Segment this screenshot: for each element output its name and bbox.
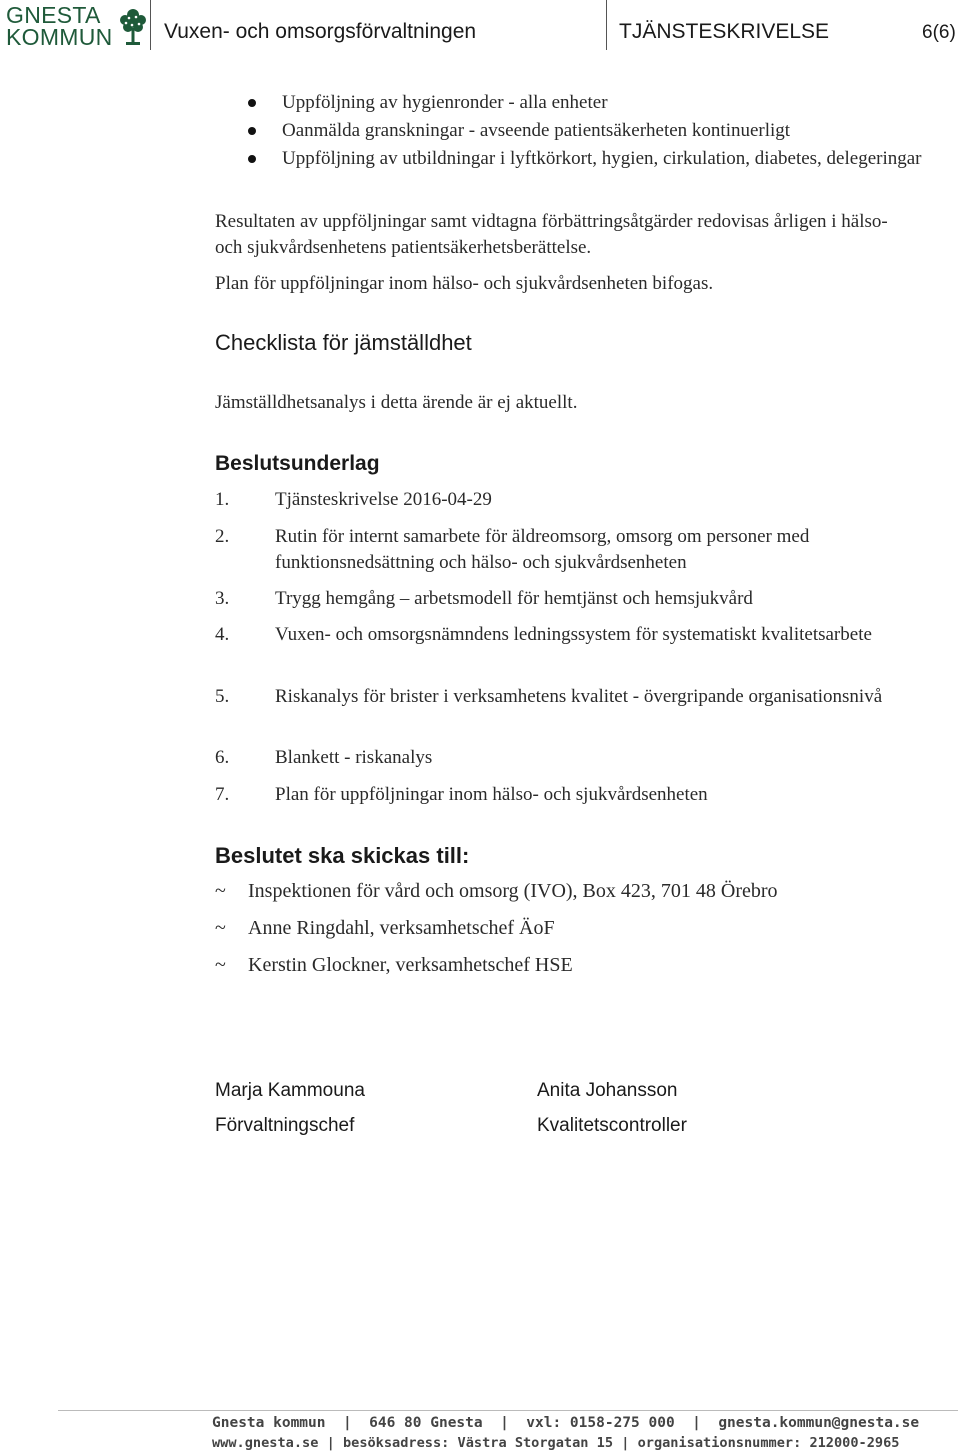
tree-logo-icon	[118, 6, 148, 50]
bullet-icon	[248, 127, 256, 135]
logo-wordmark: GNESTA KOMMUN	[6, 2, 113, 50]
list-item: Oanmälda granskningar - avseende patientsäkerheten kontinuerligt	[248, 118, 928, 144]
signatory-name: Marja Kammouna	[215, 1080, 365, 1101]
plan-paragraph: Plan för uppföljningar inom hälso- och sjukvårdsenheten bifogas.	[215, 273, 714, 294]
page-number: 6(6)	[922, 22, 956, 43]
footer-divider	[58, 1410, 958, 1411]
basis-heading: Beslutsunderlag	[215, 452, 380, 475]
list-item: 2. Rutin för internt samarbete för äldreomsorg, omsorg om personer med funktionsnedsättning och hälso- och sjukvårdsenheten	[215, 526, 810, 573]
list-item: 1. Tjänsteskrivelse 2016-04-29	[215, 489, 492, 510]
list-item: Uppföljning av hygienronder - alla enheter	[248, 90, 928, 116]
results-paragraph: Resultaten av uppföljningar samt vidtagna förbättringsåtgärder redovisas årligen i hälso- och sjukvårdsenhetens patientsäkerhetsberättelse.	[215, 211, 888, 258]
list-item: 3. Trygg hemgång – arbetsmodell för hemtjänst och hemsjukvård	[215, 588, 753, 609]
document-type: TJÄNSTESKRIVELSE	[619, 20, 830, 43]
signatory-title: Förvaltningschef	[215, 1115, 355, 1136]
checklist-text: Jämställdhetsanalys i detta ärende är ej aktuellt.	[215, 392, 578, 413]
list-item: 5. Riskanalys för brister i verksamhetens kvalitet - övergripande organisationsnivå	[215, 686, 883, 707]
header-divider	[606, 0, 607, 50]
footer-contact-line: Gnesta kommun | 646 80 Gnesta | vxl: 0158-275 000 | gnesta.kommun@gnesta.se	[212, 1415, 920, 1431]
bullet-icon	[248, 99, 256, 107]
list-item: 7. Plan för uppföljningar inom hälso- och sjukvårdsenheten	[215, 784, 708, 805]
municipality-logo	[6, 4, 146, 50]
list-item: 4. Vuxen- och omsorgsnämndens ledningssystem för systematiskt kvalitetsarbete	[215, 624, 872, 645]
list-item: 6. Blankett - riskanalys	[215, 747, 433, 768]
checklist-heading: Checklista för jämställdhet	[215, 330, 472, 355]
department-name: Vuxen- och omsorgsförvaltningen	[164, 20, 477, 43]
header-divider	[150, 0, 151, 50]
list-item: ~ Inspektionen för vård och omsorg (IVO), Box 423, 701 48 Örebro	[215, 880, 778, 902]
send-to-heading: Beslutet ska skickas till:	[215, 843, 470, 868]
signatory-name: Anita Johansson	[537, 1080, 678, 1101]
list-item: ~ Anne Ringdahl, verksamhetschef ÄoF	[215, 917, 555, 939]
signatory-title: Kvalitetscontroller	[537, 1115, 687, 1136]
list-item: ~ Kerstin Glockner, verksamhetschef HSE	[215, 954, 573, 976]
list-item: Uppföljning av utbildningar i lyftkörkort, hygien, cirkulation, diabetes, delegeringar	[248, 146, 928, 172]
follow-up-bullet-list	[248, 90, 928, 174]
footer-address-line: www.gnesta.se | besöksadress: Västra Storgatan 15 | organisationsnummer: 212000-2965	[212, 1435, 900, 1451]
bullet-icon	[248, 155, 256, 163]
